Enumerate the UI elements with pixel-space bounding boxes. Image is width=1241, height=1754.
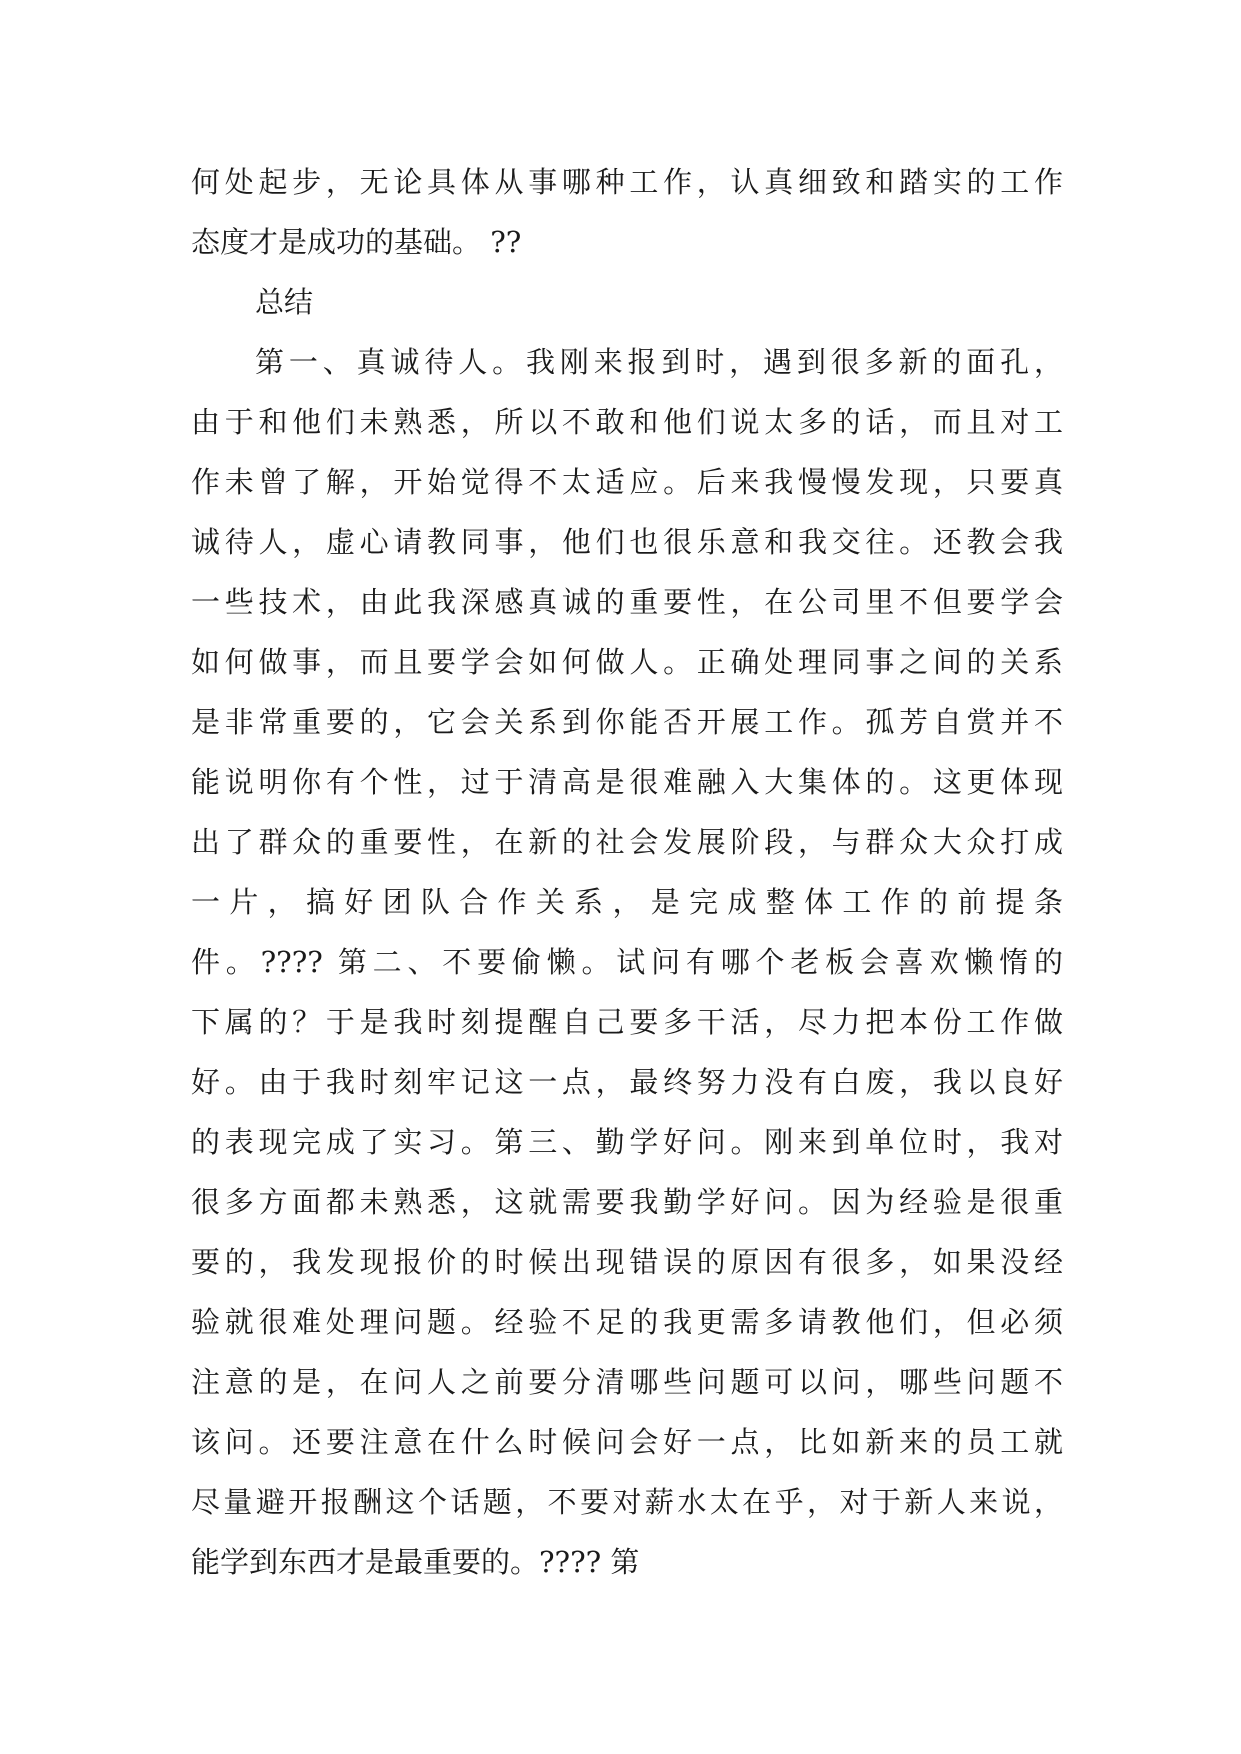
text-line: 的表现完成了实习。第三、勤学好问。刚来到单位时，我对: [191, 1125, 1063, 1159]
text-line: 何处起步，无论具体从事哪种工作，认真细致和踏实的工作: [191, 165, 1063, 199]
text-line: 尽量避开报酬这个话题，不要对薪水太在乎，对于新人来说，: [191, 1485, 1063, 1519]
text-line: 一些技术，由此我深感真诚的重要性，在公司里不但要学会: [191, 585, 1063, 619]
text-line: 第一、真诚待人。我刚来报到时，遇到很多新的面孔，: [255, 345, 1063, 379]
text-line: 出了群众的重要性，在新的社会发展阶段，与群众大众打成: [191, 825, 1063, 859]
text-line: 件。???? 第二、不要偷懒。试问有哪个老板会喜欢懒惰的: [191, 945, 1063, 979]
text-line: 诚待人，虚心请教同事，他们也很乐意和我交往。还教会我: [191, 525, 1063, 559]
section-heading: 总结: [255, 285, 314, 319]
text-line: 是非常重要的，它会关系到你能否开展工作。孤芳自赏并不: [191, 705, 1063, 739]
text-line: 作未曾了解，开始觉得不太适应。后来我慢慢发现，只要真: [191, 465, 1063, 499]
text-line: 态度才是成功的基础。 ??: [191, 225, 522, 259]
text-line: 好。由于我时刻牢记这一点，最终努力没有白废，我以良好: [191, 1065, 1063, 1099]
text-line: 注意的是，在问人之前要分清哪些问题可以问，哪些问题不: [191, 1365, 1063, 1399]
text-line: 如何做事，而且要学会如何做人。正确处理同事之间的关系: [191, 645, 1063, 679]
text-line: 要的，我发现报价的时候出现错误的原因有很多，如果没经: [191, 1245, 1063, 1279]
text-line: 能学到东西才是最重要的。???? 第: [191, 1545, 640, 1579]
text-line: 由于和他们未熟悉，所以不敢和他们说太多的话，而且对工: [191, 405, 1063, 439]
text-line: 很多方面都未熟悉，这就需要我勤学好问。因为经验是很重: [191, 1185, 1063, 1219]
text-line: 下属的？于是我时刻提醒自己要多干活，尽力把本份工作做: [191, 1005, 1063, 1039]
text-line: 一片，搞好团队合作关系，是完成整体工作的前提条: [191, 885, 1063, 919]
body-text: [191, 152, 1063, 1592]
text-line: 能说明你有个性，过于清高是很难融入大集体的。这更体现: [191, 765, 1063, 799]
text-line: 该问。还要注意在什么时候问会好一点，比如新来的员工就: [191, 1425, 1063, 1459]
text-line: 验就很难处理问题。经验不足的我更需多请教他们，但必须: [191, 1305, 1063, 1339]
